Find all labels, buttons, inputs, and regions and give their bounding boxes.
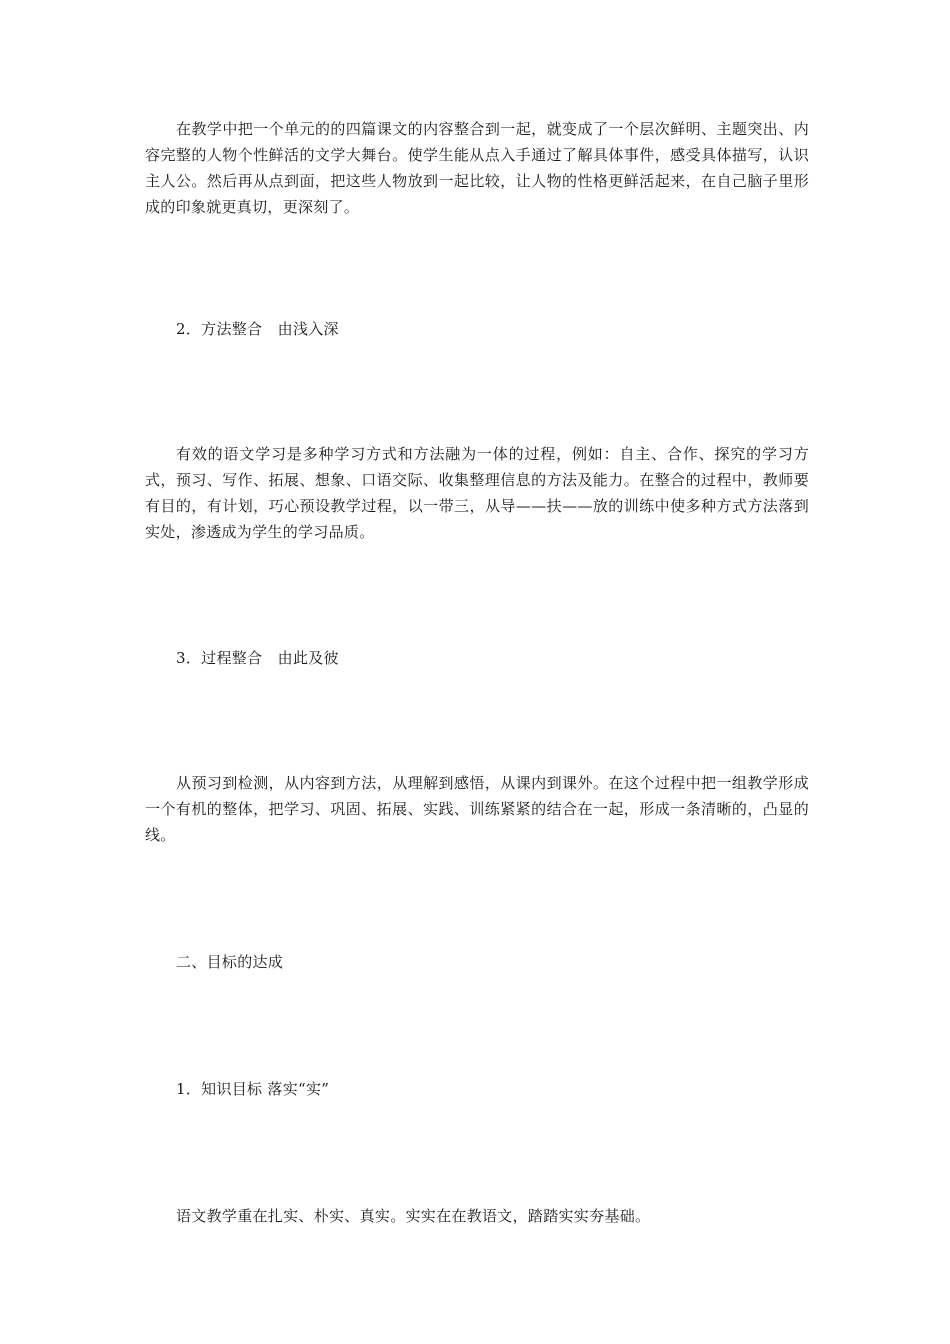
paragraph-knowledge-goal: 语文教学重在扎实、朴实、真实。实实在在教语文，踏踏实实夯基础。 — [176, 1207, 651, 1225]
paragraph-content-integration: 在教学中把一个单元的的四篇课文的内容整合到一起，就变成了一个层次鲜明、主题突出、内容完整的人物个性鲜活的文学大舞台。使学生能从点入手通过了解具体事件，感受具体描写，认识主人公。然后再从点到面，把这些人物放到一起比较，让人物的性格更鲜活起来，在自己脑子里形成的印象就更真切，更深刻了。 — [145, 120, 809, 216]
heading-process-integration: 3．过程整合 由此及彼 — [176, 649, 339, 667]
heading-method-integration: 2．方法整合 由浅入深 — [176, 320, 339, 338]
heading-goal-achievement: 二、目标的达成 — [176, 953, 284, 971]
paragraph-method-integration: 有效的语文学习是多种学习方式和方法融为一体的过程，例如：自主、合作、探究的学习方式，预习、写作、拓展、想象、口语交际、收集整理信息的方法及能力。在整合的过程中，教师要有目的，有计划，巧心预设教学过程，以一带三，从导——扶——放的训练中使多种方式方法落到实处，渗透成为学生的学习品质。 — [145, 445, 809, 541]
paragraph-process-integration: 从预习到检测，从内容到方法，从理解到感悟，从课内到课外。在这个过程中把一组教学形成一个有机的整体，把学习、巩固、拓展、实践、训练紧紧的结合在一起，形成一条清晰的，凸显的线。 — [145, 774, 809, 844]
heading-knowledge-goal: 1．知识目标 落实“实” — [176, 1080, 330, 1098]
